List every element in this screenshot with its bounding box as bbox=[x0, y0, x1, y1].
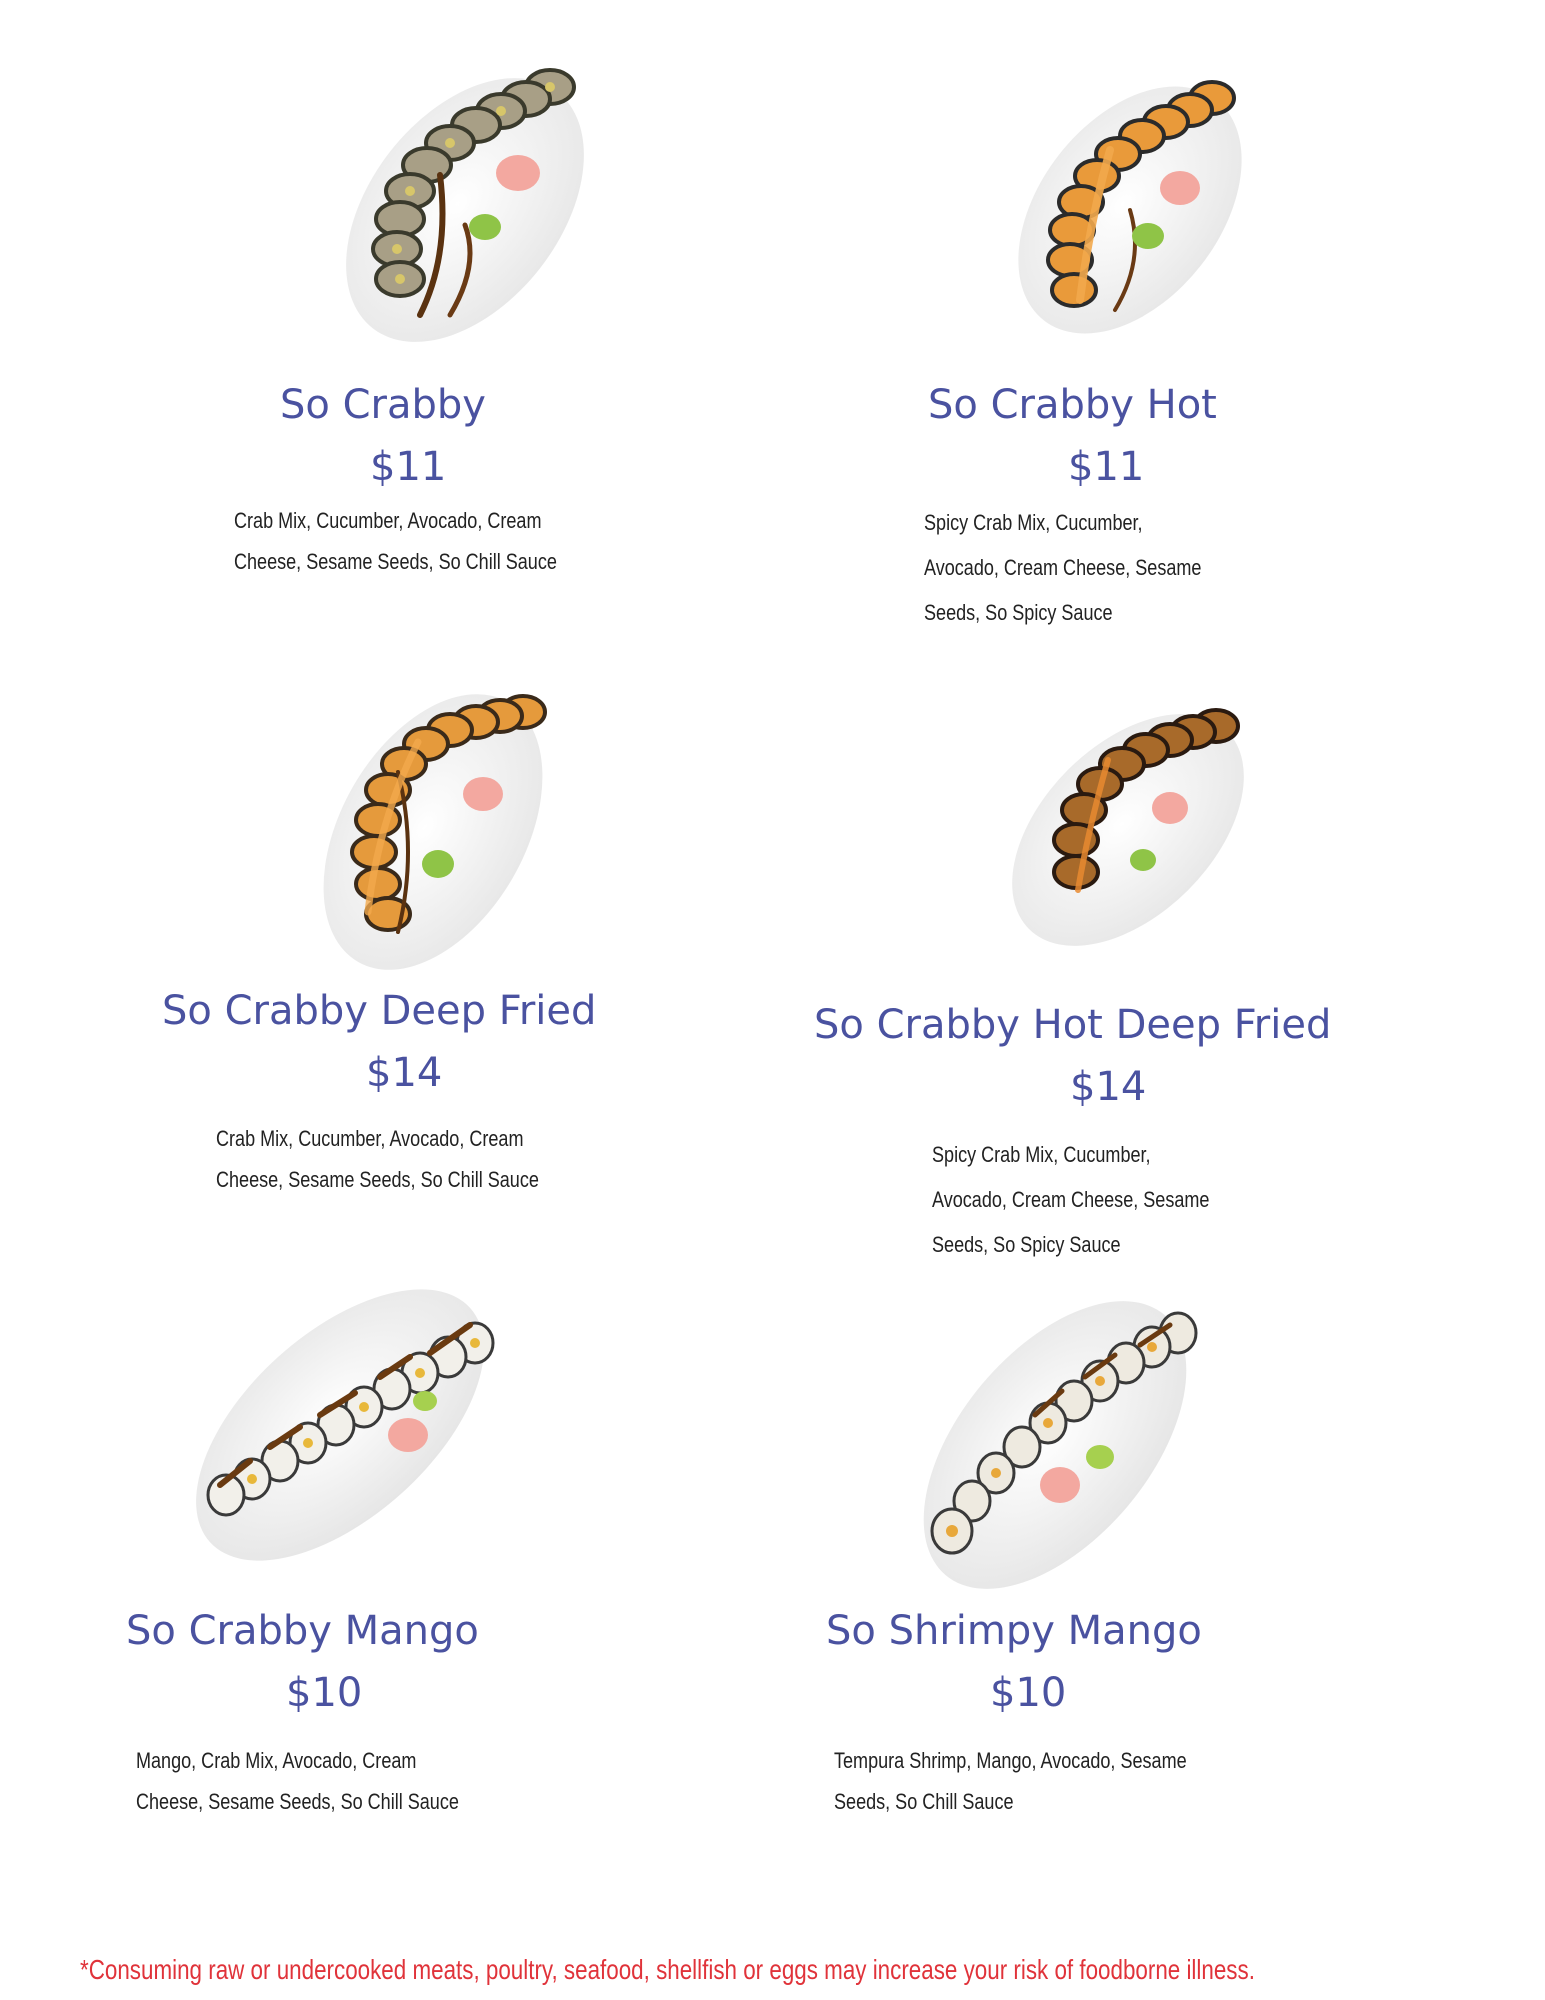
item-price: $14 bbox=[366, 1050, 443, 1096]
item-name: So Crabby Deep Fried bbox=[162, 988, 597, 1034]
description-line: Spicy Crab Mix, Cucumber, bbox=[924, 510, 1143, 535]
description-line: Cheese, Sesame Seeds, So Chill Sauce bbox=[136, 1789, 459, 1814]
item-description bbox=[924, 500, 1201, 635]
item-price: $11 bbox=[370, 444, 447, 490]
item-description bbox=[932, 1132, 1209, 1267]
item-description bbox=[136, 1740, 459, 1822]
description-line: Avocado, Cream Cheese, Sesame bbox=[932, 1187, 1210, 1212]
description-line: Seeds, So Spicy Sauce bbox=[932, 1232, 1121, 1257]
item-name: So Shrimpy Mango bbox=[826, 1608, 1202, 1654]
so-crabby-deep-fried-photo bbox=[278, 682, 578, 982]
item-description bbox=[234, 500, 557, 582]
description-line: Tempura Shrimp, Mango, Avocado, Sesame bbox=[834, 1748, 1187, 1773]
description-line: Cheese, Sesame Seeds, So Chill Sauce bbox=[216, 1167, 539, 1192]
item-price: $10 bbox=[286, 1670, 363, 1716]
description-line: Crab Mix, Cucumber, Avocado, Cream bbox=[216, 1126, 524, 1151]
description-line: Seeds, So Spicy Sauce bbox=[924, 600, 1113, 625]
item-price: $14 bbox=[1070, 1064, 1147, 1110]
item-name: So Crabby Hot Deep Fried bbox=[814, 1002, 1332, 1048]
description-line: Cheese, Sesame Seeds, So Chill Sauce bbox=[234, 549, 557, 574]
so-crabby-mango-photo bbox=[180, 1275, 510, 1575]
item-name: So Crabby Mango bbox=[126, 1608, 479, 1654]
description-line: Crab Mix, Cucumber, Avocado, Cream bbox=[234, 508, 542, 533]
item-price: $11 bbox=[1068, 444, 1145, 490]
item-name: So Crabby bbox=[280, 382, 486, 428]
item-name: So Crabby Hot bbox=[928, 382, 1217, 428]
description-line: Seeds, So Chill Sauce bbox=[834, 1789, 1014, 1814]
description-line: Avocado, Cream Cheese, Sesame bbox=[924, 555, 1202, 580]
item-price: $10 bbox=[990, 1670, 1067, 1716]
description-line: Mango, Crab Mix, Avocado, Cream bbox=[136, 1748, 417, 1773]
description-line: Spicy Crab Mix, Cucumber, bbox=[932, 1142, 1151, 1167]
food-safety-disclaimer: *Consuming raw or undercooked meats, poultry, seafood, shellfish or eggs may increase your risk of foodborne illness. bbox=[80, 1954, 1255, 1985]
so-shrimpy-mango-photo bbox=[900, 1285, 1210, 1595]
so-crabby-photo bbox=[300, 55, 620, 355]
item-description bbox=[834, 1740, 1187, 1822]
so-crabby-hot-photo bbox=[980, 70, 1280, 345]
item-description bbox=[216, 1118, 539, 1200]
so-crabby-hot-deep-fried-photo bbox=[978, 690, 1278, 965]
